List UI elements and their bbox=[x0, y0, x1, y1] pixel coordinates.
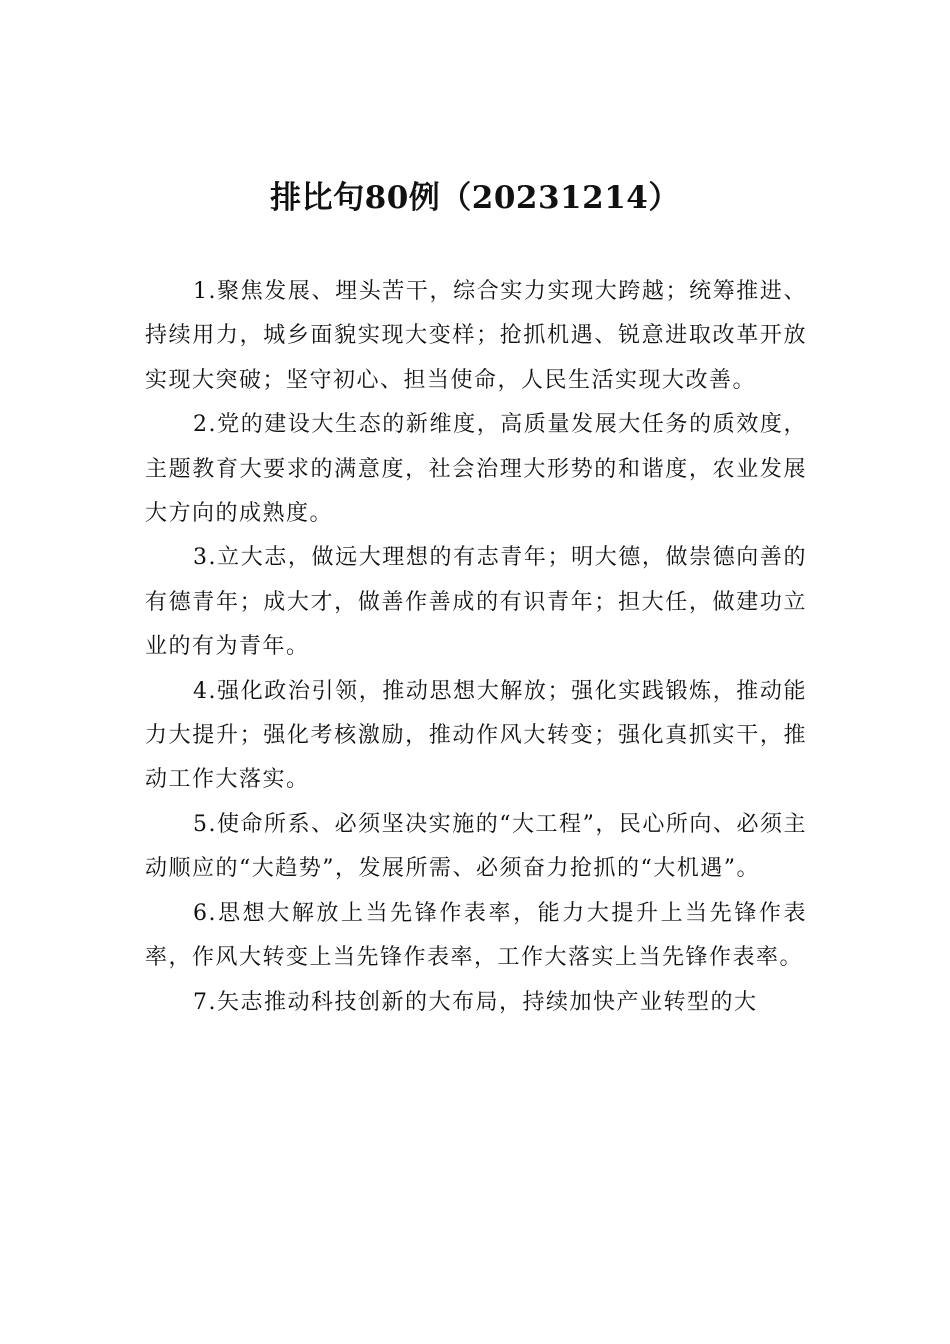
paragraph-4: 4.强化政治引领，推动思想大解放；强化实践锻炼，推动能力大提升；强化考核激励，推动作风大转变；强化真抓实干，推动工作大落实。 bbox=[145, 678, 807, 793]
paragraph-5: 5.使命所系、必须坚决实施的“大工程”，民心所向、必须主动顺应的“大趋势”，发展所需、必须奋力抢抓的“大机遇”。 bbox=[145, 811, 807, 882]
paragraph-2: 2.党的建设大生态的新维度，高质量发展大任务的质效度，主题教育大要求的满意度，社会治理大形势的和谐度，农业发展大方向的成熟度。 bbox=[145, 412, 807, 527]
page-title: 排比句80例（20231214） bbox=[270, 180, 680, 216]
paragraph-1: 1.聚焦发展、埋头苦干，综合实力实现大跨越；统筹推进、持续用力，城乡面貌实现大变样；抢抓机遇、锐意进取改革开放实现大突破；坚守初心、担当使命，人民生活实现大改善。 bbox=[145, 279, 807, 393]
paragraph-3: 3.立大志，做远大理想的有志青年；明大德，做崇德向善的有德青年；成大才，做善作善成的有识青年；担大任，做建功立业的有为青年。 bbox=[145, 545, 807, 660]
paragraph-7: 7.矢志推动科技创新的大布局，持续加快产业转型的大 bbox=[193, 989, 758, 1015]
document-body bbox=[145, 270, 807, 1025]
paragraph-6: 6.思想大解放上当先锋作表率，能力大提升上当先锋作表率，作风大转变上当先锋作表率，工作大落实上当先锋作表率。 bbox=[145, 900, 807, 971]
